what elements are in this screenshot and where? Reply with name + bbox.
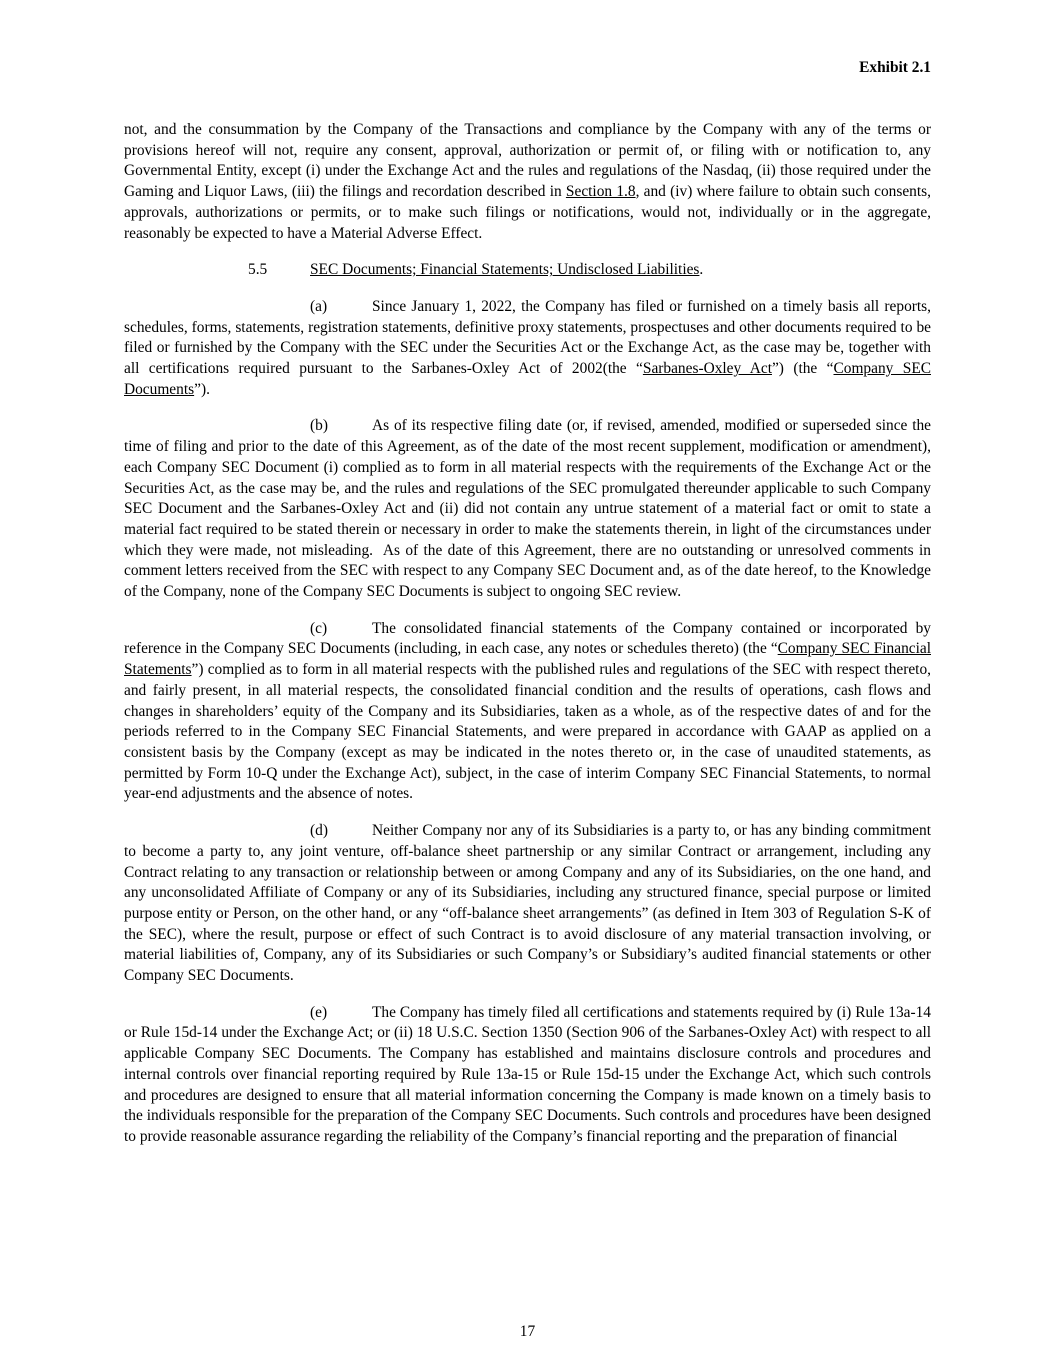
paragraph-a-text-1: Since January 1, 2022, the Company has filed or furnished on a timely basis all reports, schedules, forms, statements, registration statements, definitive proxy statements, prospectuses and other documents required to be filed or furnished by the Company with the SEC under the Securities Act or the Exchange Act, as the case may be, together with all certifications required pursuant to the Sarbanes-Oxley Act of 2002(the “ (124, 297, 931, 378)
section-reference-link[interactable]: Section 1.8 (565, 183, 636, 201)
paragraph-d (124, 821, 931, 987)
paragraph-c (124, 619, 931, 805)
paragraph-e-label: (e) (310, 1003, 328, 1021)
defined-term-company-sec-financial-statements: Company SEC Financial Statements (124, 640, 931, 679)
paragraph-b-label: (b) (310, 417, 328, 435)
section-heading (124, 260, 931, 281)
paragraph-c-text-2: ”) complied as to form in all material respects with the published rules and regulations of the SEC with respect thereto, and fairly present, in all material respects, the consolidated financial condition and the results of operations, cash flows and changes in shareholders’ equity of the Company and its Subsidiaries, taken as a whole, as of the respective dates of and for the periods referred to in the Company SEC Financial Statements, and were prepared in accordance with GAAP as applied on a consistent basis by the Company (except as may be indicated in the notes thereto or, in the case of unaudited statements, as permitted by Form 10-Q under the Exchange Act), subject, in the case of interim Company SEC Financial Statements, to normal year-end adjustments and the absence of notes. (124, 661, 931, 803)
section-title: SEC Documents; Financial Statements; Undisclosed Liabilities (310, 261, 700, 279)
defined-term-company-sec-documents: Company SEC Documents (124, 360, 931, 398)
document-body (124, 120, 931, 1164)
paragraph-c-text-1: The consolidated financial statements of the Company contained or incorporated by reference in the Company SEC Documents (including, in each case, any notes or schedules thereto) (the “ (124, 619, 931, 658)
intro-text-2: , and (iv) where failure to obtain such consents, approvals, authorizations or permits, or to make such filings or notifications, would not, individually or in the aggregate, reasonably be expected to have a Material Adverse Effect. (124, 183, 931, 242)
intro-paragraph (124, 120, 931, 244)
paragraph-e-text: The Company has timely filed all certifications and statements required by (i) Rule 13a-14 or Rule 15d-14 under the Exchange Act; or (ii) 18 U.S.C. Section 1350 (Section 906 of the Sarbanes-Oxley Act) with respect to all applicable Company SEC Documents. The Company has established and maintains disclosure controls and procedures and internal controls over financial reporting required by Rule 13a-15 or Rule 15d-15 under the Exchange Act, which such controls and procedures are designed to ensure that all material information concerning the Company is made known on a timely basis to the individuals responsible for the preparation of the Company SEC Documents. Such controls and procedures have been designed to provide reasonable assurance regarding the reliability of the Company’s financial reporting and the preparation of financial (124, 1003, 931, 1145)
paragraph-a-text-2: ”) (the “ (771, 360, 834, 378)
paragraph-b-text: As of its respective filing date (or, if revised, amended, modified or superseded since the time of filing and prior to the date of this Agreement, as of the date of the most recent supplement, modification or amendment), each Company SEC Document (i) complied as to form in all material respects with the requirements of the Exchange Act or the Securities Act, as the case may be, and the rules and regulations of the SEC promulgated thereunder applicable to such Company SEC Document and the Sarbanes-Oxley Act and (ii) did not contain any untrue statement of a material fact or omit to state a material fact required to be stated therein or necessary in order to make the statements therein, in light of the circumstances under which they were made, not misleading. As of the date of this Agreement, there are no outstanding or unresolved comments in comment letters received from the SEC with respect to any Company SEC Document and, as of the date hereof, to the Knowledge of the Company, none of the Company SEC Documents is subject to ongoing SEC review. (124, 417, 931, 601)
paragraph-c-label: (c) (310, 619, 328, 637)
defined-term-sarbanes-oxley-act: Sarbanes-Oxley Act (642, 360, 772, 378)
paragraph-d-text: Neither Company nor any of its Subsidiaries is a party to, or has any binding commitment to become a party to, any joint venture, off-balance sheet partnership or any similar Contract or arrangement, including any Contract relating to any transaction or relationship between or among Company and any of its Subsidiaries, on the one hand, and any unconsolidated Affiliate of Company or any of its Subsidiaries, including any structured finance, special purpose or limited purpose entity or Person, on the other hand, or any “off-balance sheet arrangements” (as defined in Item 303 of Regulation S-K of the SEC), where the result, purpose or effect of such Contract is to avoid disclosure of any material transaction involving, or material liabilities of, Company, any of its Subsidiaries or such Company’s or Subsidiary’s audited financial statements or other Company SEC Documents. (124, 822, 931, 985)
paragraph-d-label: (d) (310, 822, 328, 840)
section-title-end: . (699, 261, 704, 279)
page-number: 17 (519, 1323, 536, 1340)
paragraph-e (124, 1003, 931, 1148)
intro-text-1: not, and the consummation by the Company of the Transactions and compliance by the Company with any of the terms or provisions hereof will not, require any consent, approval, authorization or permit of, or filing with or notification to, any Governmental Entity, except (i) under the Exchange Act and the rules and regulations of the Nasdaq, (ii) those required under the Gaming and Liquor Laws, (iii) the filings and recordation described in (124, 121, 931, 201)
paragraph-b (124, 416, 931, 602)
exhibit-label: Exhibit 2.1 (859, 59, 931, 76)
paragraph-a-label: (a) (310, 297, 328, 315)
paragraph-a-text-3: ”). (194, 380, 210, 398)
paragraph-a (124, 297, 931, 401)
section-number: 5.5 (248, 261, 268, 279)
